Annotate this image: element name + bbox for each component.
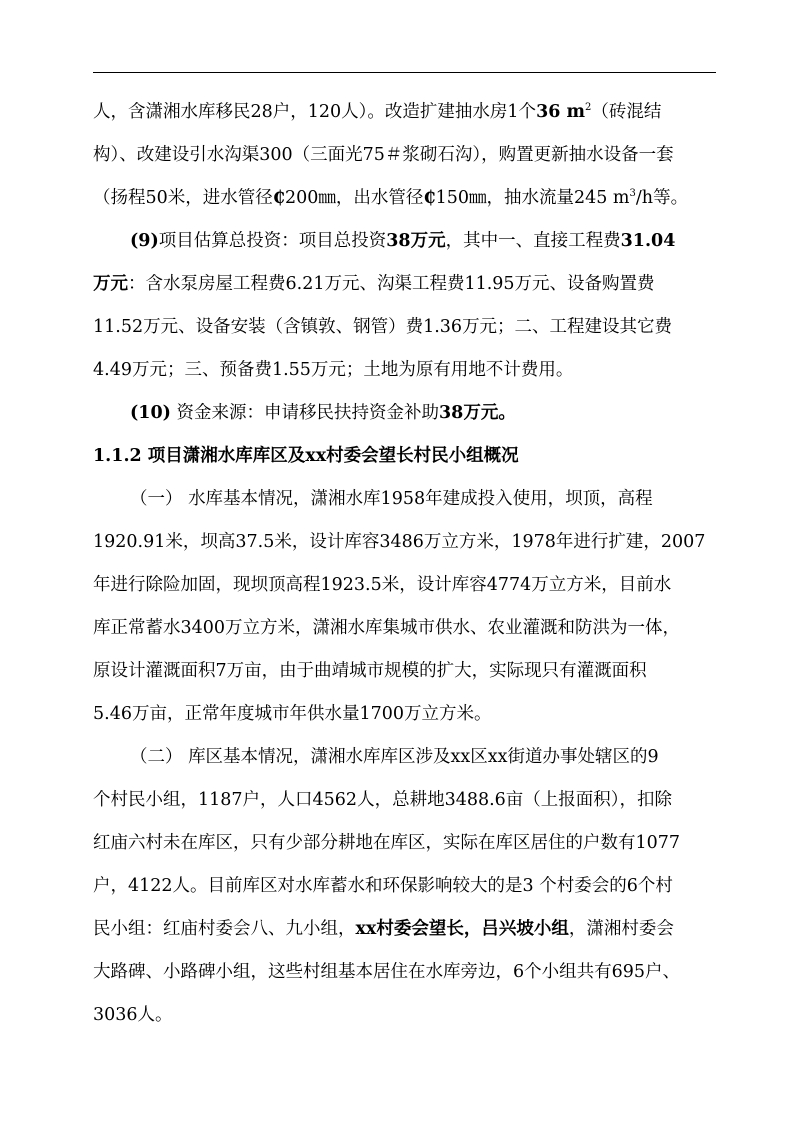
text-line: （一） 水库基本情况，潇湘水库1958年建成投入使用，坝顶，高程 (130, 489, 653, 509)
text-line: (9)项目估算总投资：项目总投资38万元，其中一、直接工程费31.04 (130, 231, 676, 251)
text-line: 11.52万元、设备安装（含镇敦、钢管）费1.36万元；二、工程建设其它费 (93, 317, 673, 337)
header-rule (93, 72, 716, 73)
text-line: 人，含潇湘水库移民28户，120人）。改造扩建抽水房1个36 $m^2$（砖混结 (93, 102, 662, 122)
text-line: 个村民小组，1187户，人口4562人，总耕地3488.6亩（上报面积），扣除 (93, 790, 673, 810)
text-line: （扬程50米，进水管径₵200㎜，出水管径₵150㎜，抽水流量245 $m^3/h$等。 (93, 188, 689, 208)
text-line: 构）、改建设引水沟渠300（三面光75＃浆砌石沟），购置更新抽水设备一套 (93, 145, 674, 165)
text-line: (10) 资金来源：申请移民扶持资金补助38万元。 (130, 403, 516, 423)
text-line: 库正常蓄水3400万立方米，潇湘水库集城市供水、农业灌溉和防洪为一体， (93, 618, 681, 638)
text-line: （二） 库区基本情况，潇湘水库库区涉及xx区xx街道办事处辖区的9 (130, 747, 659, 767)
section-heading: 1.1.2 项目潇湘水库库区及xx村委会望长村民小组概况 (93, 446, 519, 466)
text-line: 红庙六村未在库区，只有少部分耕地在库区，实际在库区居住的户数有1077 (93, 833, 681, 853)
text-line: 年进行除险加固，现坝顶高程1923.5米，设计库容4774万立方米，目前水 (93, 575, 672, 595)
text-line: 3036人。 (93, 1005, 173, 1025)
text-line: 1920.91米，坝高37.5米，设计库容3486万立方米，1978年进行扩建，2007 (93, 532, 706, 552)
text-line: 原设计灌溉面积7万亩，由于曲靖城市规模的扩大，实际现只有灌溉面积 (93, 661, 647, 681)
text-line: 5.46万亩，正常年度城市年供水量1700万立方米。 (93, 704, 492, 724)
text-line: 户，4122人。目前库区对水库蓄水和环保影响较大的是3 个村委会的6个村 (93, 876, 673, 896)
text-line: 民小组：红庙村委会八、九小组，xx村委会望长，吕兴坡小组，潇湘村委会 (93, 919, 674, 939)
text-line: 万元：含水泵房屋工程费6.21万元、沟渠工程费11.95万元、设备购置费 (93, 274, 655, 294)
text-line: 大路碑、小路碑小组，这些村组基本居住在水库旁边，6个小组共有695户、 (93, 962, 681, 982)
text-line: 4.49万元；三、预备费1.55万元；土地为原有用地不计费用。 (93, 360, 574, 380)
